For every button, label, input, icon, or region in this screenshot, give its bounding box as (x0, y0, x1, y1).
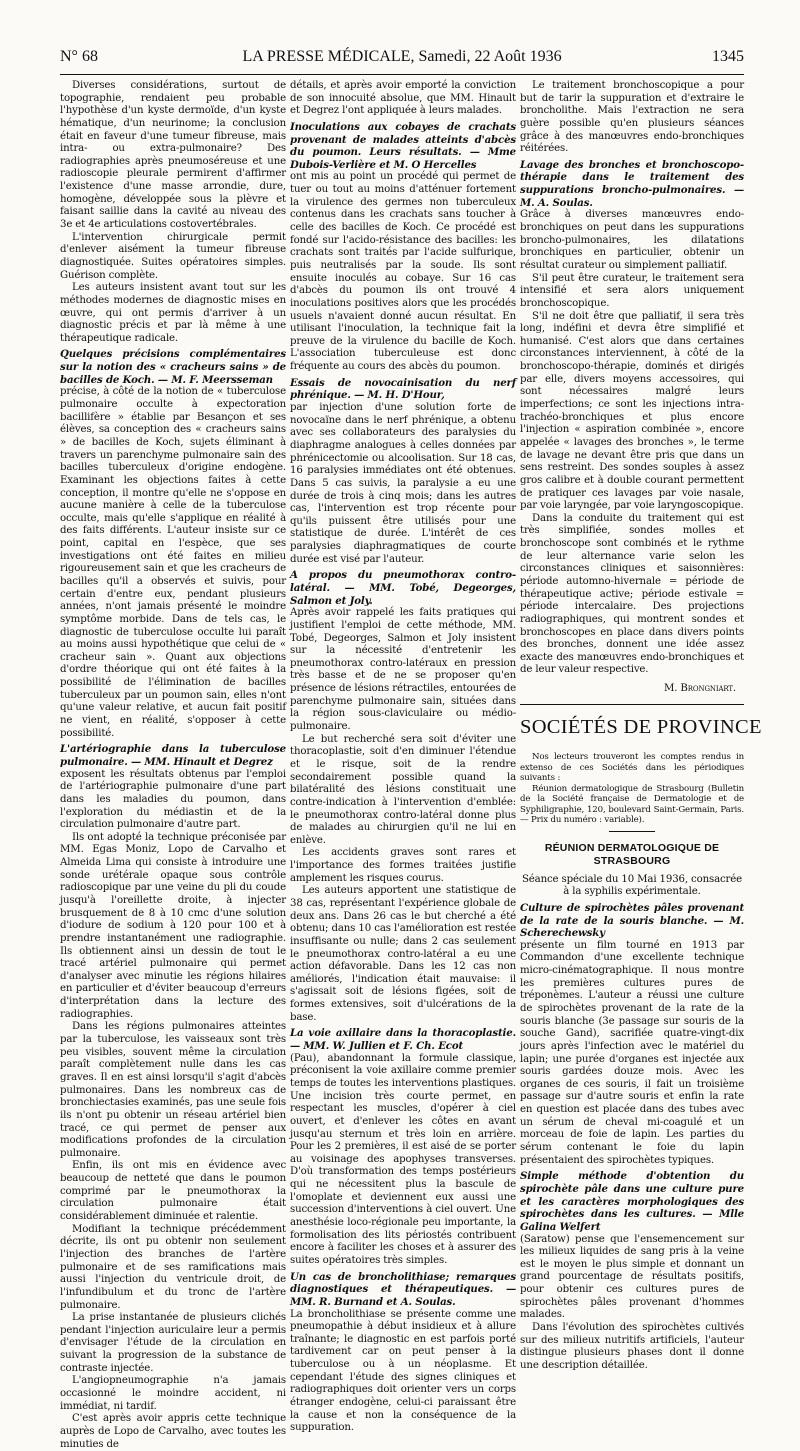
paragraph: par injection d'une solution forte de novocaïne dans le nerf phrénique, a obtenu avec ses collaborateurs des paralysies du diaphragme analogues à celles données par phrénicectomie ou alcoolisation. Sur 18 cas, 16 paralysies immédiates ont été obtenues. Dans 5 cas suivis, la paralysie a eu une durée de trois à cinq mois; dans les autres cas, l'intervention est trop récente pour qu'ils puissent être utilisés pour une statistique de durée. L'intérêt de ces paralysies diaphragmatiques de courte durée est visé par l'auteur. (290, 402, 516, 565)
paragraph: détails, et après avoir emporté la conviction de son innocuité absolue, que MM. Hinault et Degrez l'ont appliquée à leurs malades. (290, 80, 516, 117)
page-number: 1345 (712, 48, 744, 65)
paragraph: Les auteurs insistent avant tout sur les méthodes modernes de diagnostic mises en œuvre, qui ont permis d'arriver à un diagnostic précis et par là même à une thérapeutique radicale. (60, 282, 286, 344)
session-note: Séance spéciale du 10 Mai 1936, consacrée à la syphilis expérimentale. (521, 873, 743, 898)
paragraph: La broncholithiase se présente comme une pneumopathie à début insidieux et à allure traînante; le diagnostic en est parfois porté tardivement car on peut penser à la tuberculose ou à un néoplasme. Et cependant l'étude des signes cliniques et radiographiques doit orienter vers un corps étranger endogène, celui-ci paraissant être la cause et non la conséquence de la suppuration. (290, 1308, 516, 1434)
paragraph: Le traitement bronchoscopique a pour but de tarir la suppuration et d'extraire le broncholithe. Mais l'extraction ne sera guère possible qu'en plusieurs séances grâce à des manœuvres endo-bronchiques réitérées. (520, 80, 744, 155)
intro-note: Nos lecteurs trouveront les comptes rendus in extenso de ces Sociétés dans les périodiques suivants : (520, 752, 744, 784)
paragraph: Modifiant la technique précédemment décrite, ils ont pu obtenir non seulement l'injection des branches de l'artère pulmonaire et de ses ramifications mais aussi l'injection du ventricule droit, de l'infundibulum et du tronc de l'artère pulmonaire. (60, 1223, 286, 1311)
meeting-title: RÉUNION DERMATOLOGIQUE DE STRASBOURG (544, 841, 720, 867)
article-heading: A propos du pneumothorax contro-latéral. — MM. Tobé, Degeorges, Salmon et Joly. (290, 569, 516, 607)
column-3 (520, 80, 762, 1371)
article-heading: L'artériographie dans la tuberculose pulmonaire. — MM. Hinault et Degrez (60, 743, 286, 768)
paragraph: Les accidents graves sont rares et l'importance des formes traitées justifie amplement les risques courus. (290, 847, 516, 884)
paragraph: précise, à côté de la notion de « tuberculose pulmonaire occulte à expectoration bacillifère » établie par Besançon et ses élèves, sa conception des « cracheurs sains » de bacilles de Koch, sujets éliminant à travers un parenchyme pulmonaire sain des bacilles tuberculeux d'origine endogène. Examinant les objections faites à cette conception, il montre qu'elle ne s'oppose en aucune manière à celle de la tuberculose occulte, mais qu'elle s'applique en réalité à des faits différents. L'auteur insiste sur ce point, capital en l'espèce, que ses investigations ont été faites en milieu rigoureusement sain et que les cracheurs de bacilles qu'il a observés et suivis, pour certain d'entre eux, pendant plusieurs années, n'ont jamais présenté le moindre symptôme morbide. Dans de tels cas, le diagnostic de tuberculose occulte lui paraît au moins aussi hypothétique que celui de « cracheur sain ». Quant aux objections d'ordre théorique qui ont été faites à la possibilité de l'élimination de bacilles tuberculeux par un poumon sain, elles n'ont qu'une valeur relative, et aucun fait positif ne vient, en réalité, s'opposer à cette possibilité. (60, 386, 286, 739)
paragraph: (Saratow) pense que l'ensemencement sur les milieux liquides de sang pris à la veine est le moyen le plus simple et donnant un grand pourcentage de résultats positifs, pour obtenir ces cultures pures de spirochètes pâles provenant d'hommes malades. (520, 1233, 744, 1321)
author-signature: M. Brongniart. (663, 683, 736, 695)
paragraph: Grâce à diverses manœuvres endo-bronchiques on peut dans les suppurations broncho-pulmonaires, les dilatations bronchiques en particulier, obtenir un résultat curateur ou simplement palliatif. (520, 209, 744, 271)
paragraph: (Pau), abandonnant la formule classique, préconisent la voie axillaire comme premier temps de toutes les interventions plastiques. Une incision très courte permet, en respectant les muscles, d'opérer à ciel ouvert, et d'enlever les côtes en avant jusqu'au sternum et très loin en arrière. Pour les 2 premières, il est aisé de se porter au voisinage des apophyses transverses. D'où transformation des temps postérieurs qui ne nécessitent plus la bascule de l'omoplate et deviennent eux aussi une succession d'interventions à ciel ouvert. Une anesthésie loco-régionale peu importante, la formolisation des lits périostés contribuent encore à faciliter les choses et à assurer des suites opératoires très simples. (290, 1052, 516, 1266)
article-heading: Quelques précisions complémentaires sur la notion des « cracheurs sains » de bacilles de Koch. — M. F. Meersseman (60, 348, 286, 386)
article-heading: La voie axillaire dans la thoracoplastie. — MM. W. Jullien et F. Ch. Ecot (290, 1027, 516, 1053)
short-divider (609, 831, 655, 832)
paragraph: Après avoir rappelé les faits pratiques qui justifient l'emploi de cette méthode, MM. Tobé, Degeorges, Salmon et Joly insistent sur la nécessité d'entretenir les pneumothorax contro-latéraux en pression très basse et de ne se proposer qu'en présence de lésions rétractiles, entourées de parenchyme pulmonaire sain, situées dans la région sous-claviculaire ou médio-pulmonaire. (290, 607, 516, 733)
reference-note: Réunion dermatologique de Strasbourg (Bulletin de la Société française de Dermatologie et de Syphiligraphie, 120, boulevard Saint-Germain, Paris. — Prix du numéro : variable). (520, 783, 744, 826)
paragraph: ont mis au point un procédé qui permet de tuer ou tout au moins d'atténuer fortement la virulence des germes non tuberculeux contenus dans les crachats sans toucher à celle des bacilles de Koch. Ce procédé est fondé sur l'acido-résistance des bacilles: les crachats sont traités par l'acide sulfurique, puis neutralisés par la soude. Ils sont ensuite inoculés au cobaye. Sur 16 cas d'abcès du poumon ils ont trouvé 4 inoculations positives alors que les procédés usuels n'avaient donné aucun résultat. En utilisant l'inoculation, la technique fait la preuve de la virulence du bacille de Koch. L'association tuberculeuse est donc fréquente au cours des abcès du poumon. (290, 171, 516, 373)
paragraph: Dans la conduite du traitement qui est très simplifiée, sondes molles et bronchoscope sont combinés et le rythme de leur alternance varie selon les circonstances cliniques et saisonnières: période automno-hivernale = période de thérapeutique active; période estivale = période intercalaire. Des projections radiographiques, qui montrent sondes et bronchoscopes en place dans divers points des bronches, donnent une idée assez exacte des manœuvres endo-bronchiques et de leur valeur respective. (520, 512, 744, 676)
column-2 (290, 80, 516, 1434)
paragraph: Dans les régions pulmonaires atteintes par la tuberculose, les vaisseaux sont très peu visibles, souvent même la circulation paraît complètement nulle dans les cas graves. Il en est ainsi lorsqu'il s'agit d'abcès pulmonaires. Dans les nombreux cas de bronchiectasies examinés, pas une seule fois ils n'ont pu obtenir un réseau artériel bien tracé, ce qui permet de penser aux modifications profondes de la circulation pulmonaire. (60, 1021, 286, 1159)
paragraph: C'est après avoir appris cette technique auprès de Lopo de Carvalho, avec toutes les minuties de (60, 1413, 286, 1450)
paragraph: Les auteurs apportent une statistique de 38 cas, représentant l'expérience globale de deux ans. Dans 26 cas le but cherché a été obtenu; dans 10 cas l'amélioration est restée insuffisante ou nulle; dans 2 cas seulement le pneumothorax contro-latéral a eu une action défavorable. Dans les 12 cas non améliorés, l'indication était mauvaise: il s'agissait soit de lésions figées, soit de formes extensives, soit d'ulcérations de la base. (290, 885, 516, 1023)
page-header (60, 44, 744, 75)
paragraph: Dans l'évolution des spirochètes cultivés sur des milieux nutritifs artificiels, l'auteur distingue plusieurs phases dont il donne une description détaillée. (520, 1322, 744, 1371)
paragraph: Ils ont adopté la technique préconisée par MM. Egas Moniz, Lopo de Carvalho et Almeida Lima qui consiste à introduire une sonde urétérale opaque sous contrôle radioscopique par une veine du pli du coude jusqu'à l'oreillette droite, à injecter brusquement de 8 à 10 cmc d'une solution d'iodure de sodium à 120 pour 100 et à prendre instantanément une radiographie. Ils obtiennent ainsi un dessin de tout le tracé artériel pulmonaire qui permet d'analyser avec minutie les régions hilaires en particulier et d'éviter beaucoup d'erreurs d'interprétation dans la lecture des radiographies. (60, 831, 286, 1020)
paragraph: L'intervention chirurgicale permit d'enlever aisément la tumeur fibreuse diagnostiquée. Suites opératoires simples. Guérison complète. (60, 231, 286, 281)
article-heading: Simple méthode d'obtention du spirochète pâle dans une culture pure et les caractères morphologiques des spirochètes dans les cultures. — Mlle Galina Welfert (520, 1170, 744, 1233)
paragraph: S'il ne doit être que palliatif, il sera très long, indéfini et devra être simplifié et humanisé. C'est alors que dans certaines circonstances interviennent, à côté de la bronchoscopo-thérapie, dominés et dirigés par elle, divers moyens accessoires, qui sont nécessaires malgré leurs imperfections; ce sont les injections intra-trachéo-bronchiques et plus encore l'injection « aspiration combinée », encore appelée « lavages des bronches », le terme de lavage ne devant être pris que dans un sens restreint. Des sondes souples à assez gros calibre et à double courant permettent de pratiquer ces lavages par voie nasale, par voie laryngée, par voie laryngoscopique. (520, 310, 744, 512)
issue-number: N° 68 (60, 48, 98, 65)
paragraph: Diverses considérations, surtout de topographie, rendaient peu probable l'hypothèse d'un kyste dermoïde, d'un kyste hématique, d'un neurinome; la conclusion était en faveur d'une tumeur fibreuse, mais intra- ou extra-pulmonaire? Des radiographies après pneumoséreuse et une radioscopie pleurale permirent d'affirmer l'existence d'une masse arrondie, dure, homogène, développée sous la plèvre et faisant saillie dans la cavité au niveau des 3e et 4e articulations costovertébrales. (60, 80, 286, 231)
section-title: SOCIÉTÉS DE PROVINCE (520, 715, 762, 738)
paragraph: S'il peut être curateur, le traitement sera intensifié et sera alors uniquement bronchoscopique. (520, 272, 744, 309)
article-heading: Un cas de broncholithiase; remarques diagnostiques et thérapeutiques. — MM. R. Burnand et A. Soulas. (290, 1270, 516, 1308)
section-divider (520, 704, 744, 705)
article-heading: Essais de novocainisation du nerf phrénique. — M. H. D'Hour, (290, 376, 516, 402)
paragraph: Le but recherché sera soit d'éviter une thoracoplastie, soit d'en diminuer l'étendue et le risque, soit de la rendre secondairement possible quand la bilatéralité des lésions constituait une contre-indication à l'intervention d'emblée: le pneumothorax contro-latéral donne plus de malades au chirurgien qu'il ne lui en enlève. (290, 733, 516, 846)
journal-title: LA PRESSE MÉDICALE, Samedi, 22 Août 1936 (242, 48, 562, 65)
paragraph: présente un film tourné en 1913 par Commandon d'une excellente technique micro-cinématographique. Il nous montre les premières cultures pures de tréponèmes. L'auteur a réussi une culture de spirochètes provenant de la rate de la souris blanche (3e passage sur souris de la souche Gand), sacrifiée quatre-vingt-dix jours après l'infection avec le matériel du lapin; une purée d'organes est injectée aux souris gardées douze mois. Avec les organes de ces souris, il fait un troisième passage sur d'autre souris et enfin la rate en question est placée dans des tubes avec un sérum de cheval mi-coagulé et un morceau de foie de lapin. Les parties du sérum contenant le foie du lapin présentaient des spirochètes typiques. (520, 939, 744, 1166)
article-heading: Inoculations aux cobayes de crachats provenant de malades atteints d'abcès du poumon. Leurs résultats. — Mme Dubois-Verlière et M. O Hercelles (290, 120, 516, 171)
paragraph: exposent les résultats obtenus par l'emploi de l'artériographie pulmonaire d'une part dans les maladies du poumon, dans l'exploration du médiastin et de la circulation pulmonaire d'autre part. (60, 768, 286, 831)
paragraph: L'angiopneumographie n'a jamais occasionné le moindre accident, ni immédiat, ni tardif. (60, 1375, 286, 1412)
column-1 (60, 80, 286, 1450)
article-heading: Lavage des bronches et bronchoscopo-thérapie dans le traitement des suppurations broncho-pulmonaires. — M. A. Soulas. (520, 158, 744, 209)
paragraph: Enfin, ils ont mis en évidence avec beaucoup de netteté que dans le poumon comprimé par le pneumothorax la circulation pulmonaire était considérablement diminuée et ralentie. (60, 1160, 286, 1223)
paragraph: La prise instantanée de plusieurs clichés pendant l'injection auriculaire leur a permis d'envisager l'étude de la circulation en suivant la progression de la substance de contraste injectée. (60, 1312, 286, 1374)
article-heading: Culture de spirochètes pâles provenant de la rate de la souris blanche. — M. Scherechewsky (520, 901, 744, 940)
